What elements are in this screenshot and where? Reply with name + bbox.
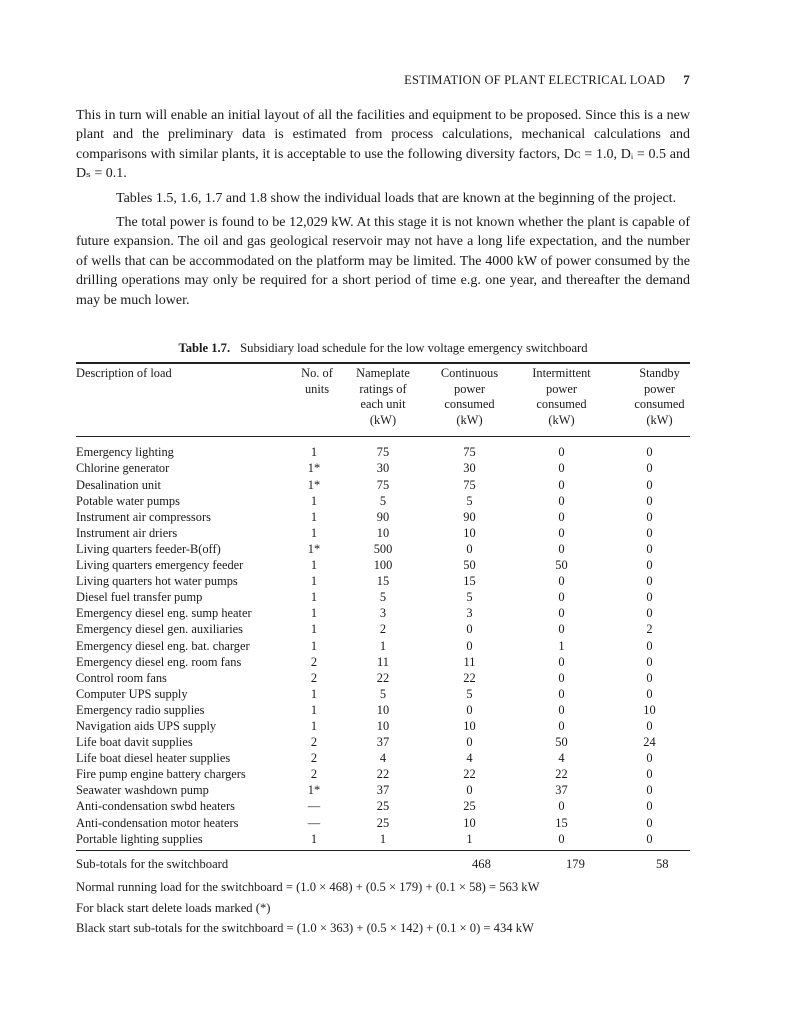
cell-nameplate: 25 <box>376 799 390 814</box>
table-row <box>76 654 690 670</box>
table-row <box>76 782 690 798</box>
cell-intermittent: 0 <box>558 702 565 717</box>
cell-description: Life boat davit supplies <box>76 735 193 750</box>
cell-description: Emergency diesel eng. bat. charger <box>76 638 250 653</box>
cell-units: 1 <box>310 493 318 508</box>
body-text <box>76 106 690 315</box>
cell-intermittent: 37 <box>555 783 568 798</box>
cell-continuous: 0 <box>466 541 473 556</box>
cell-description: Diesel fuel transfer pump <box>76 590 203 605</box>
cell-description: Computer UPS supply <box>76 686 188 701</box>
cell-continuous: 22 <box>463 670 476 685</box>
cell-standby: 0 <box>646 686 653 701</box>
cell-units: 1* <box>307 461 321 476</box>
cell-continuous: 4 <box>466 751 473 766</box>
cell-nameplate: 10 <box>376 718 390 733</box>
cell-standby: 0 <box>646 638 653 653</box>
header-standby <box>609 366 690 438</box>
table-row <box>76 541 690 557</box>
cell-nameplate: 75 <box>376 445 390 460</box>
cell-continuous: 30 <box>463 461 476 476</box>
cell-continuous: 0 <box>466 702 473 717</box>
cell-intermittent: 0 <box>558 686 565 701</box>
black-start-subtotals: Black start sub-totals for the switchboard = (1.0 × 363) + (0.5 × 142) + (0.1 × 0) = 434 kW <box>76 921 534 935</box>
cell-continuous: 50 <box>463 558 476 573</box>
table-row <box>76 686 690 702</box>
cell-intermittent: 50 <box>555 558 568 573</box>
header-units <box>281 366 341 438</box>
cell-units: 1 <box>310 686 318 701</box>
cell-nameplate: 2 <box>379 622 387 637</box>
cell-units: 1* <box>307 783 321 798</box>
cell-units: 1 <box>310 702 318 717</box>
cell-units: 2 <box>310 767 318 782</box>
cell-nameplate: 37 <box>376 735 390 750</box>
table-row <box>76 621 690 637</box>
cell-description: Control room fans <box>76 670 167 685</box>
page-number: 7 <box>683 72 690 87</box>
cell-description: Portable lighting supplies <box>76 831 203 846</box>
cell-units: 1 <box>310 445 318 460</box>
cell-intermittent: 0 <box>558 541 565 556</box>
cell-nameplate: 75 <box>376 477 390 492</box>
black-start-note: For black start delete loads marked (*) <box>76 900 271 915</box>
cell-intermittent: 1 <box>558 638 565 653</box>
cell-units: 1* <box>307 541 321 556</box>
running-title: ESTIMATION OF PLANT ELECTRICAL LOAD <box>404 73 666 87</box>
cell-nameplate: 10 <box>376 702 390 717</box>
table-top-rule <box>76 362 690 364</box>
cell-description: Anti-condensation swbd heaters <box>76 799 235 814</box>
subtotal-intermittent: 179 <box>566 857 585 871</box>
cell-standby: 0 <box>646 590 653 605</box>
cell-description: Chlorine generator <box>76 461 170 476</box>
cell-units: 1 <box>310 606 318 621</box>
table-row <box>76 831 690 847</box>
cell-intermittent: 50 <box>555 735 568 750</box>
cell-nameplate: 37 <box>376 783 390 798</box>
cell-intermittent: 0 <box>558 622 565 637</box>
cell-description: Emergency diesel eng. room fans <box>76 654 242 669</box>
table-caption-label: Table 1.7. <box>178 341 231 355</box>
cell-continuous: 11 <box>463 654 476 669</box>
cell-standby: 0 <box>646 525 653 540</box>
cell-nameplate: 22 <box>376 670 390 685</box>
header-description: Description of load <box>76 366 172 380</box>
cell-continuous: 0 <box>466 638 473 653</box>
cell-intermittent: 0 <box>558 445 565 460</box>
cell-nameplate: 22 <box>376 767 390 782</box>
cell-nameplate: 25 <box>376 815 390 830</box>
cell-standby: 0 <box>646 541 653 556</box>
cell-description: Living quarters hot water pumps <box>76 574 238 589</box>
cell-continuous: 10 <box>463 525 476 540</box>
cell-units: — <box>307 815 321 830</box>
cell-nameplate: 1 <box>379 638 387 653</box>
cell-description: Emergency diesel gen. auxiliaries <box>76 622 243 637</box>
table-caption <box>76 341 690 356</box>
cell-standby: 0 <box>646 799 653 814</box>
cell-continuous: 22 <box>463 767 476 782</box>
cell-standby: 0 <box>646 831 653 846</box>
cell-description: Instrument air driers <box>76 525 178 540</box>
table-row <box>76 815 690 831</box>
cell-intermittent: 0 <box>558 606 565 621</box>
cell-units: 1 <box>310 638 318 653</box>
subtotal-continuous: 468 <box>472 857 491 871</box>
cell-standby: 0 <box>646 718 653 733</box>
cell-continuous: 1 <box>466 831 473 846</box>
cell-units: 1 <box>310 509 318 524</box>
cell-continuous: 5 <box>466 590 473 605</box>
subtotal-row <box>76 857 690 877</box>
cell-intermittent: 0 <box>558 590 565 605</box>
cell-intermittent: 4 <box>558 751 565 766</box>
cell-intermittent: 0 <box>558 477 565 492</box>
cell-nameplate: 500 <box>373 541 393 556</box>
cell-continuous: 75 <box>463 445 476 460</box>
cell-continuous: 75 <box>463 477 476 492</box>
header-continuous <box>425 366 514 438</box>
subtotal-label: Sub-totals for the switchboard <box>76 857 229 871</box>
cell-intermittent: 0 <box>558 718 565 733</box>
cell-standby: 0 <box>646 461 653 476</box>
cell-standby: 0 <box>646 445 653 460</box>
cell-continuous: 15 <box>463 574 476 589</box>
cell-nameplate: 15 <box>376 574 390 589</box>
cell-description: Emergency radio supplies <box>76 702 205 717</box>
cell-units: 1 <box>310 831 318 846</box>
cell-continuous: 10 <box>463 718 476 733</box>
subtotal-standby: 58 <box>656 857 669 871</box>
table-row <box>76 734 690 750</box>
table-row <box>76 573 690 589</box>
cell-description: Emergency diesel eng. sump heater <box>76 606 252 621</box>
cell-nameplate: 90 <box>376 509 390 524</box>
header-intermittent <box>514 366 609 438</box>
cell-standby: 24 <box>643 735 656 750</box>
cell-standby: 0 <box>646 606 653 621</box>
cell-description: Navigation aids UPS supply <box>76 718 217 733</box>
table-row <box>76 766 690 782</box>
cell-units: 1 <box>310 525 318 540</box>
table-row <box>76 718 690 734</box>
cell-standby: 0 <box>646 493 653 508</box>
table-row <box>76 477 690 493</box>
cell-intermittent: 22 <box>555 767 568 782</box>
cell-nameplate: 1 <box>379 831 387 846</box>
table-row <box>76 750 690 766</box>
paragraph-1: This in turn will enable an initial layout of all the facilities and equipment to be proposed. Since this is a new plant and the preliminary data is estimated from process calculations, mechanical calculations and comparisons with similar plants, it is acceptable to use the following diversity factors, Dᴄ = 1.0, Dᵢ = 0.5 and Dₛ = 0.1. <box>76 108 690 182</box>
cell-continuous: 25 <box>463 799 476 814</box>
header-units-text: No. of units <box>301 366 333 396</box>
cell-nameplate: 100 <box>373 558 393 573</box>
cell-description: Seawater washdown pump <box>76 783 209 798</box>
cell-nameplate: 11 <box>377 654 389 669</box>
cell-standby: 0 <box>646 574 653 589</box>
cell-standby: 0 <box>646 509 653 524</box>
header-nameplate-text: Nameplate ratings of each unit (kW) <box>356 366 410 427</box>
paragraph-2: Tables 1.5, 1.6, 1.7 and 1.8 show the individual loads that are known at the beginning of the project. <box>116 190 677 206</box>
cell-intermittent: 0 <box>558 574 565 589</box>
paragraph-3: The total power is found to be 12,029 kW. At this stage it is not known whether the plant is capable of future expansion. The oil and gas geological reservoir may not have a long life expectation, and the number of wells that can be accommodated on the platform may be limited. The 4000 kW of power consumed by the drilling operations may only be required for a short period of time e.g. one year, and thereafter the demand may be much lower. <box>76 215 690 308</box>
cell-nameplate: 5 <box>379 686 387 701</box>
table-row <box>76 493 690 509</box>
cell-units: 1 <box>310 574 318 589</box>
header-nameplate <box>341 366 425 438</box>
cell-standby: 2 <box>646 622 653 637</box>
cell-nameplate: 30 <box>376 461 390 476</box>
cell-description: Emergency lighting <box>76 445 174 460</box>
cell-intermittent: 15 <box>555 815 568 830</box>
table-caption-text: Subsidiary load schedule for the low voltage emergency switchboard <box>240 341 588 355</box>
table-row <box>76 670 690 686</box>
cell-units: 1 <box>310 558 318 573</box>
cell-standby: 0 <box>646 477 653 492</box>
cell-units: 1 <box>310 718 318 733</box>
cell-standby: 0 <box>646 815 653 830</box>
cell-nameplate: 5 <box>379 493 387 508</box>
cell-units: 2 <box>310 654 318 669</box>
cell-continuous: 5 <box>466 493 473 508</box>
cell-continuous: 5 <box>466 686 473 701</box>
cell-standby: 10 <box>643 702 656 717</box>
table-row <box>76 444 690 460</box>
cell-description: Living quarters emergency feeder <box>76 558 244 573</box>
cell-standby: 0 <box>646 670 653 685</box>
cell-standby: 0 <box>646 558 653 573</box>
cell-description: Living quarters feeder-B(off) <box>76 541 221 556</box>
cell-description: Anti-condensation motor heaters <box>76 815 239 830</box>
cell-units: — <box>307 799 321 814</box>
cell-intermittent: 0 <box>558 525 565 540</box>
cell-intermittent: 0 <box>558 831 565 846</box>
cell-units: 1 <box>310 590 318 605</box>
table-row <box>76 702 690 718</box>
running-header <box>76 72 690 88</box>
cell-units: 2 <box>310 735 318 750</box>
table-header-row <box>76 366 690 438</box>
table-row <box>76 525 690 541</box>
cell-standby: 0 <box>646 751 653 766</box>
cell-continuous: 3 <box>466 606 473 621</box>
cell-nameplate: 5 <box>379 590 387 605</box>
table-footer <box>76 857 690 939</box>
cell-continuous: 90 <box>463 509 476 524</box>
cell-description: Life boat diesel heater supplies <box>76 751 231 766</box>
table-row <box>76 798 690 814</box>
header-intermittent-text: Intermittent power consumed (kW) <box>532 366 591 427</box>
table-row <box>76 460 690 476</box>
cell-intermittent: 0 <box>558 670 565 685</box>
cell-continuous: 10 <box>463 815 476 830</box>
cell-intermittent: 0 <box>558 493 565 508</box>
cell-continuous: 0 <box>466 735 473 750</box>
header-continuous-text: Continuous power consumed (kW) <box>440 366 499 427</box>
table-row <box>76 509 690 525</box>
cell-standby: 0 <box>646 783 653 798</box>
cell-units: 2 <box>310 751 318 766</box>
cell-standby: 0 <box>646 767 653 782</box>
cell-nameplate: 3 <box>379 606 387 621</box>
cell-description: Desalination unit <box>76 477 161 492</box>
header-standby-text: Standby power consumed (kW) <box>634 366 685 427</box>
cell-intermittent: 0 <box>558 461 565 476</box>
cell-description: Instrument air compressors <box>76 509 211 524</box>
cell-description: Potable water pumps <box>76 493 180 508</box>
cell-standby: 0 <box>646 654 653 669</box>
cell-intermittent: 0 <box>558 799 565 814</box>
cell-intermittent: 0 <box>558 654 565 669</box>
table-row <box>76 638 690 654</box>
cell-continuous: 0 <box>466 783 473 798</box>
table-row <box>76 589 690 605</box>
cell-continuous: 0 <box>466 622 473 637</box>
cell-units: 1* <box>307 477 321 492</box>
cell-units: 1 <box>310 622 318 637</box>
cell-nameplate: 4 <box>379 751 387 766</box>
cell-units: 2 <box>310 670 318 685</box>
cell-intermittent: 0 <box>558 509 565 524</box>
table-body-rule <box>76 850 690 851</box>
cell-description: Fire pump engine battery chargers <box>76 767 246 782</box>
table-row <box>76 557 690 573</box>
table-row <box>76 605 690 621</box>
load-schedule-table <box>76 366 690 847</box>
cell-nameplate: 10 <box>376 525 390 540</box>
normal-running-load: Normal running load for the switchboard = (1.0 × 468) + (0.5 × 179) + (0.1 × 58) = 563 kW <box>76 880 540 894</box>
